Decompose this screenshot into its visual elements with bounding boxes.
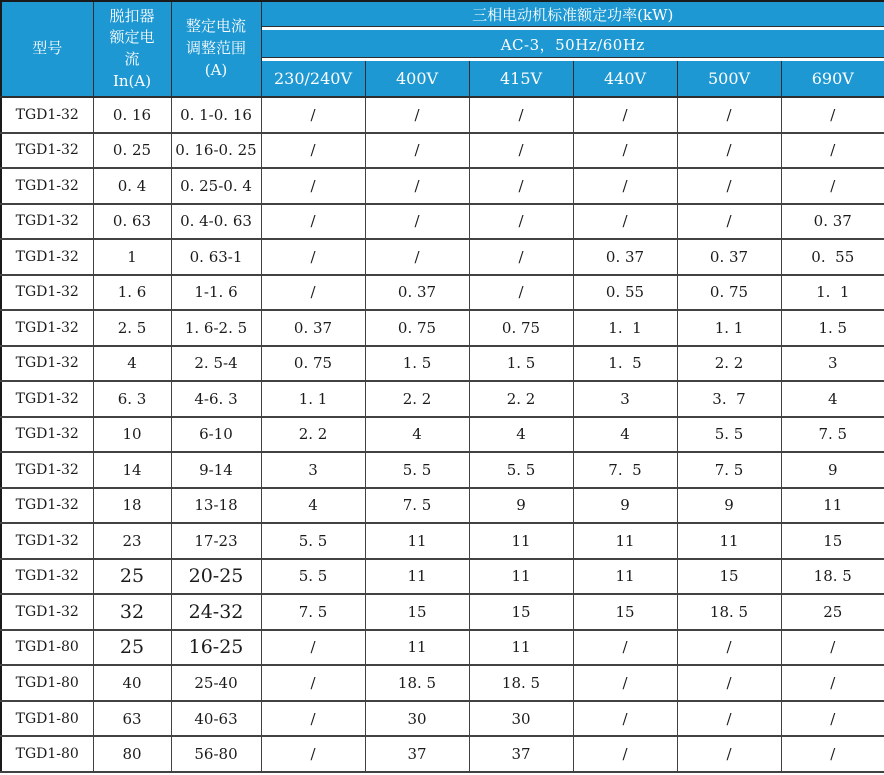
model-cell: TGD1-32 (1, 559, 93, 595)
power-cell: / (261, 168, 365, 204)
power-cell: / (677, 665, 781, 701)
power-cell: 0. 55 (573, 275, 677, 311)
power-cell: / (261, 275, 365, 311)
power-cell: / (781, 168, 884, 204)
power-cell: 4 (573, 417, 677, 453)
power-cell: 25 (781, 594, 884, 630)
power-cell: 2. 2 (469, 381, 573, 417)
power-cell: / (365, 168, 469, 204)
header-model (1, 1, 93, 97)
power-cell: 0. 75 (469, 310, 573, 346)
power-cell: 3. 7 (677, 381, 781, 417)
table-row (1, 488, 884, 524)
table-row (1, 239, 884, 275)
header-ac-condition: AC-3，50Hz/60Hz (261, 30, 884, 61)
table-row (1, 133, 884, 169)
setting-range-cell: 1. 6-2. 5 (171, 310, 261, 346)
setting-range-cell: 1-1. 6 (171, 275, 261, 311)
header-voltage-440v: 440V (573, 61, 677, 97)
power-cell: 2. 2 (365, 381, 469, 417)
power-cell: / (469, 97, 573, 133)
power-cell: / (261, 736, 365, 772)
header-row-1 (1, 1, 884, 30)
power-cell: / (365, 204, 469, 240)
power-cell: 37 (365, 736, 469, 772)
rated-current-cell: 0. 25 (93, 133, 171, 169)
power-cell: 1. 5 (469, 346, 573, 382)
header-voltage-230-240v: 230/240V (261, 61, 365, 97)
header-setting-range (171, 1, 261, 97)
power-cell: / (365, 97, 469, 133)
setting-range-cell: 17-23 (171, 523, 261, 559)
model-cell: TGD1-80 (1, 630, 93, 666)
setting-range-cell: 13-18 (171, 488, 261, 524)
power-cell: / (261, 630, 365, 666)
model-cell: TGD1-32 (1, 275, 93, 311)
rated-current-cell: 25 (93, 630, 171, 666)
table-row (1, 736, 884, 772)
table-row (1, 275, 884, 311)
model-cell: TGD1-80 (1, 701, 93, 737)
power-cell: / (261, 665, 365, 701)
setting-range-cell: 20-25 (171, 559, 261, 595)
table-row (1, 381, 884, 417)
table-row (1, 310, 884, 346)
rated-current-cell: 14 (93, 452, 171, 488)
power-cell: 5. 5 (677, 417, 781, 453)
rated-current-cell: 10 (93, 417, 171, 453)
power-cell: 30 (365, 701, 469, 737)
table-row (1, 417, 884, 453)
rated-current-cell: 0. 4 (93, 168, 171, 204)
header-voltage-500v: 500V (677, 61, 781, 97)
rated-current-cell: 0. 16 (93, 97, 171, 133)
rated-current-cell: 80 (93, 736, 171, 772)
power-cell: 18. 5 (781, 559, 884, 595)
table-row (1, 665, 884, 701)
power-cell: / (781, 133, 884, 169)
power-cell: / (677, 97, 781, 133)
model-cell: TGD1-32 (1, 239, 93, 275)
power-cell: 30 (469, 701, 573, 737)
rated-current-cell: 23 (93, 523, 171, 559)
power-cell: / (469, 204, 573, 240)
power-cell: 3 (261, 452, 365, 488)
power-cell: 0. 37 (677, 239, 781, 275)
model-cell: TGD1-32 (1, 417, 93, 453)
power-cell: 0. 75 (677, 275, 781, 311)
table-row (1, 452, 884, 488)
table-row (1, 559, 884, 595)
table-row (1, 523, 884, 559)
power-cell: / (573, 630, 677, 666)
rated-current-cell: 25 (93, 559, 171, 595)
power-cell: / (573, 701, 677, 737)
power-cell: 11 (365, 559, 469, 595)
setting-range-cell: 2. 5-4 (171, 346, 261, 382)
model-cell: TGD1-80 (1, 736, 93, 772)
power-cell: 18. 5 (365, 665, 469, 701)
power-cell: 0. 37 (261, 310, 365, 346)
power-cell: 18. 5 (469, 665, 573, 701)
power-cell: / (365, 239, 469, 275)
power-cell: 7. 5 (781, 417, 884, 453)
power-cell: / (573, 133, 677, 169)
power-cell: / (573, 168, 677, 204)
power-cell: 9 (677, 488, 781, 524)
model-cell: TGD1-32 (1, 310, 93, 346)
setting-range-cell: 0. 25-0. 4 (171, 168, 261, 204)
model-cell: TGD1-32 (1, 346, 93, 382)
power-cell: 15 (781, 523, 884, 559)
power-cell: 11 (677, 523, 781, 559)
setting-range-cell: 40-63 (171, 701, 261, 737)
power-cell: 15 (469, 594, 573, 630)
power-cell: / (781, 736, 884, 772)
power-cell: / (573, 204, 677, 240)
rated-current-cell: 32 (93, 594, 171, 630)
power-cell: / (781, 665, 884, 701)
setting-range-cell: 24-32 (171, 594, 261, 630)
header-voltage-690v: 690V (781, 61, 884, 97)
power-cell: / (261, 701, 365, 737)
setting-range-cell: 9-14 (171, 452, 261, 488)
power-cell: 4 (365, 417, 469, 453)
rated-current-cell: 1 (93, 239, 171, 275)
power-cell: / (469, 168, 573, 204)
header-voltage-400v: 400V (365, 61, 469, 97)
setting-range-cell: 6-10 (171, 417, 261, 453)
power-cell: 0. 37 (365, 275, 469, 311)
rated-current-cell: 0. 63 (93, 204, 171, 240)
power-cell: 4 (261, 488, 365, 524)
power-cell: 15 (677, 559, 781, 595)
setting-range-cell: 0. 16-0. 25 (171, 133, 261, 169)
power-cell: 11 (365, 630, 469, 666)
model-cell: TGD1-80 (1, 665, 93, 701)
power-cell: 7. 5 (677, 452, 781, 488)
header-trip-current (93, 1, 171, 97)
power-cell: 3 (573, 381, 677, 417)
power-cell: 11 (573, 523, 677, 559)
power-cell: / (261, 133, 365, 169)
power-cell: 0. 55 (781, 239, 884, 275)
power-cell: / (261, 239, 365, 275)
rated-current-cell: 18 (93, 488, 171, 524)
power-cell: 0. 37 (573, 239, 677, 275)
header-power-title: 三相电动机标准额定功率(kW) (261, 1, 884, 30)
model-cell: TGD1-32 (1, 133, 93, 169)
table-body (1, 97, 884, 772)
power-cell: 3 (781, 346, 884, 382)
setting-range-cell: 0. 1-0. 16 (171, 97, 261, 133)
power-cell: 1. 1 (261, 381, 365, 417)
power-cell: 0. 75 (261, 346, 365, 382)
power-cell: 1. 1 (781, 275, 884, 311)
table-row (1, 630, 884, 666)
power-cell: 5. 5 (469, 452, 573, 488)
power-cell: 5. 5 (365, 452, 469, 488)
table-header (1, 1, 884, 97)
power-cell: 1. 1 (677, 310, 781, 346)
power-cell: 7. 5 (365, 488, 469, 524)
power-cell: / (261, 204, 365, 240)
rated-current-cell: 4 (93, 346, 171, 382)
model-cell: TGD1-32 (1, 523, 93, 559)
power-cell: / (781, 97, 884, 133)
power-cell: 11 (469, 559, 573, 595)
rated-current-cell: 40 (93, 665, 171, 701)
power-cell: / (573, 736, 677, 772)
power-cell: 2. 2 (261, 417, 365, 453)
model-cell: TGD1-32 (1, 168, 93, 204)
power-cell: / (677, 168, 781, 204)
power-cell: 1. 5 (781, 310, 884, 346)
power-cell: 11 (469, 523, 573, 559)
rated-current-cell: 63 (93, 701, 171, 737)
power-cell: / (469, 133, 573, 169)
power-cell: / (677, 204, 781, 240)
power-cell: 4 (469, 417, 573, 453)
setting-range-cell: 0. 4-0. 63 (171, 204, 261, 240)
power-cell: 15 (365, 594, 469, 630)
power-cell: / (677, 133, 781, 169)
power-cell: 11 (365, 523, 469, 559)
rated-current-cell: 2. 5 (93, 310, 171, 346)
model-cell: TGD1-32 (1, 452, 93, 488)
setting-range-cell: 16-25 (171, 630, 261, 666)
setting-range-cell: 25-40 (171, 665, 261, 701)
power-cell: 11 (469, 630, 573, 666)
power-cell: 5. 5 (261, 523, 365, 559)
rated-current-cell: 6. 3 (93, 381, 171, 417)
setting-range-cell: 56-80 (171, 736, 261, 772)
power-cell: / (573, 97, 677, 133)
model-cell: TGD1-32 (1, 204, 93, 240)
power-cell: / (469, 239, 573, 275)
model-cell: TGD1-32 (1, 488, 93, 524)
setting-range-cell: 0. 63-1 (171, 239, 261, 275)
power-cell: 15 (573, 594, 677, 630)
rated-current-cell: 1. 6 (93, 275, 171, 311)
table-row (1, 346, 884, 382)
power-cell: 9 (469, 488, 573, 524)
power-cell: / (677, 736, 781, 772)
power-cell: 2. 2 (677, 346, 781, 382)
power-cell: 11 (781, 488, 884, 524)
setting-range-cell: 4-6. 3 (171, 381, 261, 417)
power-cell: / (573, 665, 677, 701)
power-cell: 4 (781, 381, 884, 417)
power-cell: / (781, 630, 884, 666)
power-cell: 7. 5 (573, 452, 677, 488)
power-cell: 5. 5 (261, 559, 365, 595)
power-cell: 11 (573, 559, 677, 595)
power-cell: 1. 1 (573, 310, 677, 346)
header-trip-current-label: 脱扣器额定电流 In(A) (109, 6, 155, 90)
model-cell: TGD1-32 (1, 381, 93, 417)
model-cell: TGD1-32 (1, 594, 93, 630)
power-cell: 1. 5 (365, 346, 469, 382)
power-cell: 0. 75 (365, 310, 469, 346)
table-row (1, 204, 884, 240)
model-cell: TGD1-32 (1, 97, 93, 133)
power-cell: 9 (573, 488, 677, 524)
power-cell: 9 (781, 452, 884, 488)
table-row (1, 701, 884, 737)
power-cell: / (261, 97, 365, 133)
power-cell: / (469, 275, 573, 311)
power-cell: / (677, 630, 781, 666)
table-row (1, 594, 884, 630)
table-row (1, 168, 884, 204)
power-cell: 7. 5 (261, 594, 365, 630)
power-cell: 18. 5 (677, 594, 781, 630)
header-model-label: 型号 (32, 39, 63, 58)
header-voltage-415v: 415V (469, 61, 573, 97)
power-cell: 1. 5 (573, 346, 677, 382)
table-row (1, 97, 884, 133)
power-cell: 37 (469, 736, 573, 772)
power-cell: / (677, 701, 781, 737)
power-cell: / (365, 133, 469, 169)
power-cell: / (781, 701, 884, 737)
header-setting-range-label: 整定电流调整范围(A) (185, 17, 246, 79)
power-cell: 0. 37 (781, 204, 884, 240)
